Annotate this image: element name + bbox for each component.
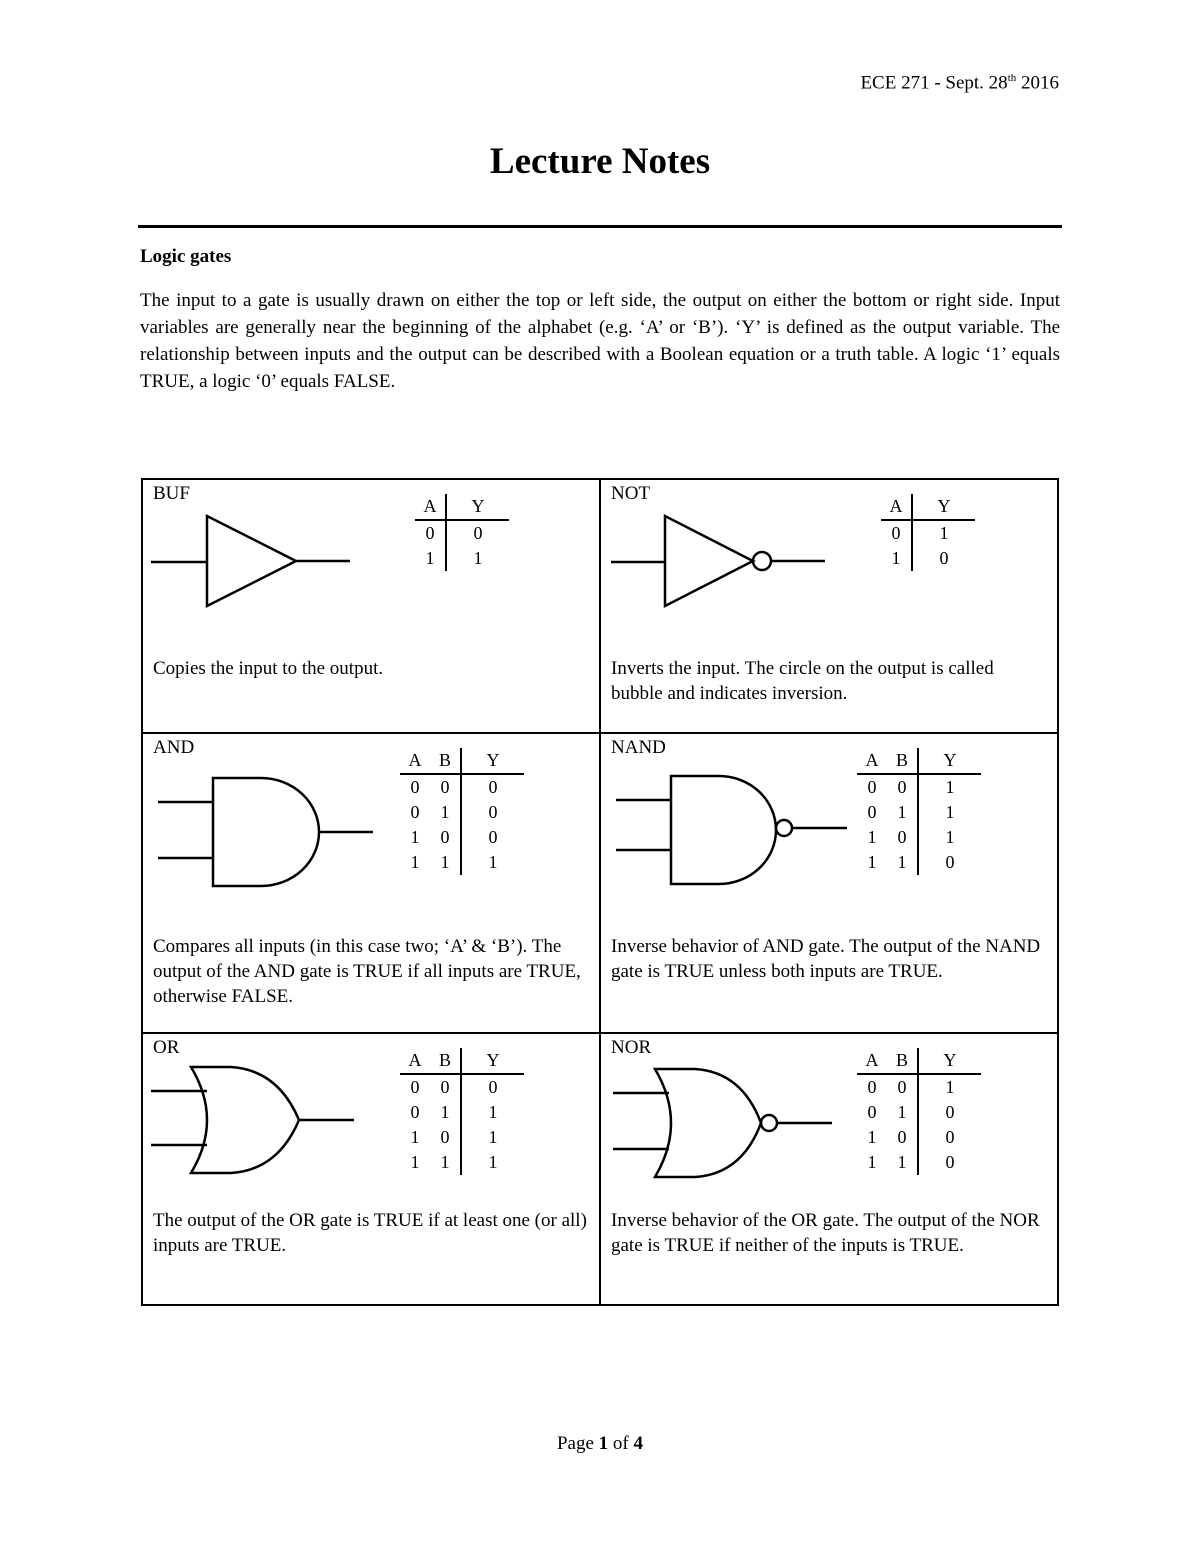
cell-a: 1 xyxy=(867,852,877,872)
cell-y: 1 xyxy=(446,546,509,571)
cell-b: 1 xyxy=(440,852,450,872)
cell-y: 0 xyxy=(461,825,524,850)
cell-b: 0 xyxy=(440,1127,450,1147)
cell-a: 1 xyxy=(891,548,901,568)
cell-y: 0 xyxy=(918,1150,981,1175)
cell-b: 1 xyxy=(440,1102,450,1122)
truth-table xyxy=(400,748,524,875)
cell-y: 0 xyxy=(461,800,524,825)
gate-description: Inverts the input. The circle on the output is called bubble and indicates inversion. xyxy=(611,658,994,704)
table-row xyxy=(857,1074,981,1100)
table-row xyxy=(400,850,524,875)
cell-a: 0 xyxy=(425,523,435,543)
table-row xyxy=(857,850,981,875)
table-row xyxy=(857,800,981,825)
cell-y: 0 xyxy=(918,850,981,875)
cell-a: 1 xyxy=(867,827,877,847)
cell-b: 0 xyxy=(897,777,907,797)
gate-name: NOR xyxy=(611,1037,652,1058)
cell-a: 0 xyxy=(867,777,877,797)
cell-y: 1 xyxy=(918,800,981,825)
table-row xyxy=(400,825,524,850)
gate-description: Inverse behavior of AND gate. The output of the NAND gate is TRUE unless both inputs are TRUE. xyxy=(611,936,1041,982)
cell-a: 0 xyxy=(891,523,901,543)
cell-a: 1 xyxy=(410,1127,420,1147)
cell-b: 0 xyxy=(440,1077,450,1097)
table-row xyxy=(400,1125,524,1150)
cell-a: 1 xyxy=(425,548,435,568)
table-row xyxy=(857,774,981,800)
cell-a: 1 xyxy=(410,827,420,847)
cell-a: 1 xyxy=(867,1127,877,1147)
table-row xyxy=(857,825,981,850)
cell-y: 1 xyxy=(461,1125,524,1150)
cell-a: 0 xyxy=(867,1102,877,1122)
table-row xyxy=(400,774,524,800)
col-header-b: B xyxy=(887,1048,918,1074)
table-row xyxy=(881,546,975,571)
col-header-a: A xyxy=(400,748,430,774)
gate-table xyxy=(141,478,1059,1306)
col-header-b: B xyxy=(430,748,461,774)
table-row xyxy=(857,1100,981,1125)
table-row xyxy=(400,800,524,825)
table-row xyxy=(415,520,509,546)
cell-a: 1 xyxy=(867,1152,877,1172)
page-number: Page 1 of 4 xyxy=(556,1433,643,1454)
cell-a: 1 xyxy=(410,1152,420,1172)
cell-y: 1 xyxy=(461,1150,524,1175)
gate-cell-nand xyxy=(601,734,1057,1034)
gate-name: BUF xyxy=(153,483,190,504)
inverter-symbol xyxy=(601,480,1057,630)
table-row xyxy=(400,1074,524,1100)
cell-y: 0 xyxy=(446,520,509,546)
cell-y: 0 xyxy=(918,1125,981,1150)
cell-b: 1 xyxy=(897,1152,907,1172)
gate-cell-not xyxy=(601,480,1057,734)
col-header-y: Y xyxy=(918,1048,981,1074)
section-heading: Logic gates xyxy=(140,246,232,267)
cell-y: 1 xyxy=(461,850,524,875)
course-date-header: ECE 271 - Sept. 28th 2016 xyxy=(860,72,1059,94)
table-row xyxy=(400,1100,524,1125)
gate-cell-and xyxy=(143,734,601,1034)
page-title: Lecture Notes xyxy=(489,141,711,182)
and-gate-symbol xyxy=(143,734,601,904)
cell-a: 0 xyxy=(410,802,420,822)
cell-a: 0 xyxy=(410,1077,420,1097)
table-row xyxy=(415,546,509,571)
cell-y: 1 xyxy=(918,1074,981,1100)
cell-y: 1 xyxy=(912,520,975,546)
table-row xyxy=(857,1150,981,1175)
or-gate-symbol xyxy=(143,1034,601,1184)
truth-table xyxy=(857,748,981,875)
cell-y: 0 xyxy=(918,1100,981,1125)
cell-b: 1 xyxy=(440,1152,450,1172)
col-header-b: B xyxy=(887,748,918,774)
gate-name: NOT xyxy=(611,483,651,504)
cell-b: 0 xyxy=(440,827,450,847)
cell-y: 1 xyxy=(461,1100,524,1125)
intro-paragraph: The input to a gate is usually drawn on either the top or left side, the output on either the bottom or right side. Input variables are generally near the beginning of the alphabet (e.g. ‘A’ or ‘B’). ‘Y’ is defined as the output variable. The relationship between inputs and the output can be described with a Boolean equation or a truth table. A logic ‘1’ equals TRUE, a logic ‘0’ equals FALSE. xyxy=(140,290,1060,392)
gate-description: The output of the OR gate is TRUE if at least one (or all) inputs are TRUE. xyxy=(153,1210,587,1256)
gate-cell-buf xyxy=(143,480,601,734)
col-header-a: A xyxy=(400,1048,430,1074)
table-row xyxy=(857,1125,981,1150)
gate-cell-nor xyxy=(601,1034,1057,1304)
title-divider xyxy=(138,225,1062,228)
gate-name: NAND xyxy=(611,737,666,758)
gate-cell-or xyxy=(143,1034,601,1304)
nand-gate-symbol xyxy=(601,734,1057,904)
gate-description: Compares all inputs (in this case two; ‘A’ & ‘B’). The output of the AND gate is TRUE if all inputs are TRUE, otherwise FALSE. xyxy=(153,936,581,1007)
truth-table xyxy=(857,1048,981,1175)
cell-a: 1 xyxy=(410,852,420,872)
cell-b: 1 xyxy=(440,802,450,822)
cell-b: 0 xyxy=(897,1127,907,1147)
cell-a: 0 xyxy=(867,802,877,822)
col-header-a: A xyxy=(415,494,446,520)
col-header-y: Y xyxy=(461,748,524,774)
col-header-y: Y xyxy=(918,748,981,774)
cell-y: 1 xyxy=(918,774,981,800)
cell-b: 0 xyxy=(440,777,450,797)
col-header-a: A xyxy=(857,1048,887,1074)
col-header-a: A xyxy=(857,748,887,774)
truth-table xyxy=(881,494,975,571)
col-header-y: Y xyxy=(446,494,509,520)
col-header-b: B xyxy=(430,1048,461,1074)
table-row xyxy=(881,520,975,546)
cell-y: 1 xyxy=(918,825,981,850)
nor-gate-symbol xyxy=(601,1034,1057,1184)
cell-y: 0 xyxy=(912,546,975,571)
col-header-y: Y xyxy=(461,1048,524,1074)
col-header-y: Y xyxy=(912,494,975,520)
cell-b: 0 xyxy=(897,827,907,847)
cell-b: 1 xyxy=(897,802,907,822)
truth-table xyxy=(400,1048,524,1175)
buffer-symbol xyxy=(143,480,601,630)
cell-a: 0 xyxy=(410,777,420,797)
cell-b: 0 xyxy=(897,1077,907,1097)
gate-name: OR xyxy=(153,1037,180,1058)
cell-y: 0 xyxy=(461,1074,524,1100)
table-row xyxy=(400,1150,524,1175)
cell-a: 0 xyxy=(410,1102,420,1122)
cell-b: 1 xyxy=(897,1102,907,1122)
gate-description: Copies the input to the output. xyxy=(153,658,384,679)
cell-a: 0 xyxy=(867,1077,877,1097)
cell-y: 0 xyxy=(461,774,524,800)
col-header-a: A xyxy=(881,494,912,520)
truth-table xyxy=(415,494,509,571)
gate-name: AND xyxy=(153,737,195,758)
gate-description: Inverse behavior of the OR gate. The output of the NOR gate is TRUE if neither of the inputs is TRUE. xyxy=(611,1210,1040,1256)
cell-b: 1 xyxy=(897,852,907,872)
